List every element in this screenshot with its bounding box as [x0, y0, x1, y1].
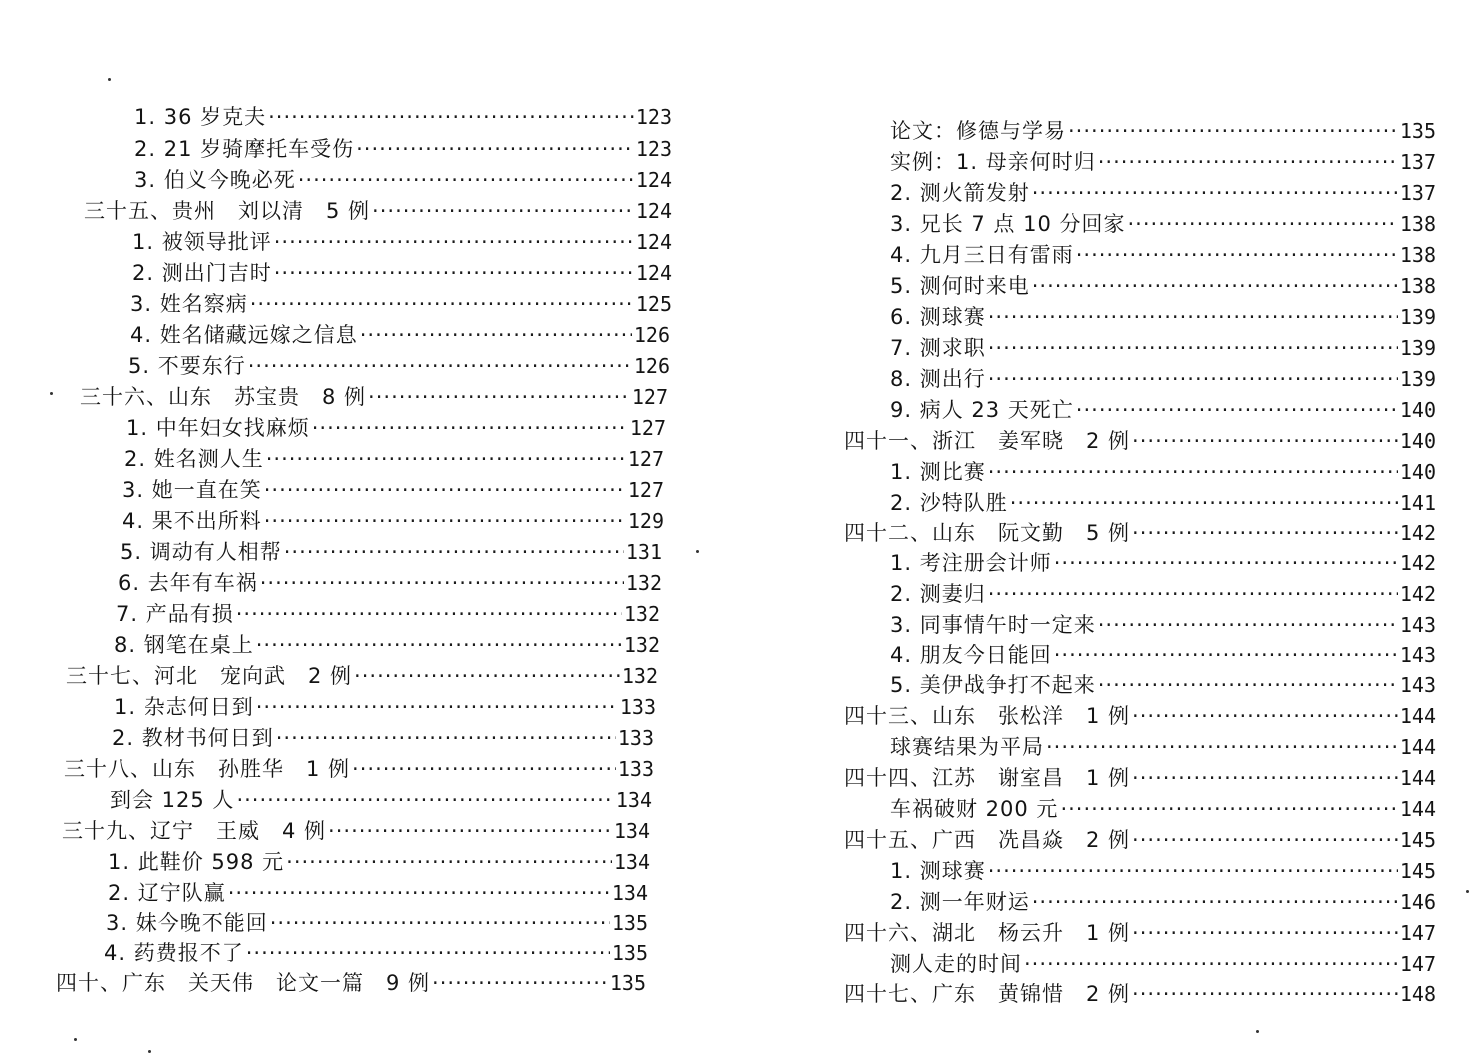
dot-leader: [1046, 732, 1398, 762]
dot-leader: [246, 938, 610, 968]
entry-title: 5. 美伊战争打不起来: [890, 673, 1096, 697]
entry-title: 1. 测球赛: [890, 859, 986, 883]
dot-leader: [328, 816, 612, 846]
entry-title: 四十七、广东 黄锦惜 2 例: [844, 982, 1131, 1006]
scan-speck: [696, 550, 699, 553]
toc-entry: [844, 918, 1436, 948]
dot-leader: [1128, 209, 1398, 239]
entry-title: 三十六、山东 苏宝贵 8 例: [80, 385, 367, 409]
dot-leader: [236, 599, 622, 629]
toc-entry: [890, 579, 1436, 609]
page-number: 133: [617, 726, 654, 750]
entry-title: 四十二、山东 阮文勤 5 例: [844, 521, 1131, 545]
entry-title: 1. 被领导批评: [132, 230, 272, 254]
dot-leader: [1060, 794, 1397, 824]
toc-entry: [844, 426, 1436, 456]
toc-entry: [122, 506, 664, 536]
toc-entry: [890, 333, 1436, 363]
page-number: 140: [1399, 429, 1436, 453]
dot-leader: [1098, 147, 1398, 177]
entry-title: 三十五、贵州 刘以清 5 例: [84, 199, 371, 223]
toc-entry: [114, 692, 656, 722]
toc-entry: [104, 938, 648, 968]
page-number: 123: [635, 137, 672, 161]
scan-speck: [74, 1038, 77, 1041]
dot-leader: [1032, 887, 1398, 917]
page-number: 144: [1399, 704, 1436, 728]
page-number: 147: [1399, 921, 1436, 945]
scan-speck: [1256, 1030, 1259, 1033]
toc-entry: [890, 640, 1436, 670]
dot-leader: [988, 457, 1398, 487]
entry-title: 4. 九月三日有雷雨: [890, 243, 1074, 267]
page-number: 127: [629, 416, 666, 440]
dot-leader: [360, 320, 632, 350]
toc-entry: [890, 457, 1436, 487]
entry-title: 四十六、湖北 杨云升 1 例: [844, 921, 1131, 945]
dot-leader: [256, 692, 618, 722]
toc-entry: [890, 856, 1436, 886]
toc-entry: [890, 887, 1436, 917]
page-number: 138: [1399, 274, 1436, 298]
entry-title: 球赛结果为平局: [890, 735, 1044, 759]
page-number: 144: [1399, 797, 1436, 821]
toc-entry: [106, 908, 648, 938]
scan-speck: [50, 392, 53, 395]
toc-entry: [118, 568, 662, 598]
toc-entry: [130, 320, 670, 350]
dot-leader: [236, 785, 613, 815]
page-number: 142: [1399, 551, 1436, 575]
dot-leader: [1132, 426, 1398, 456]
page-number: 142: [1399, 582, 1436, 606]
toc-entry: [890, 488, 1436, 518]
toc-entry: [890, 548, 1436, 578]
toc-entry: [134, 102, 672, 132]
entry-title: 四十、广东 关天伟 论文一篇 9 例: [56, 971, 431, 995]
page-number: 129: [627, 509, 664, 533]
page-number: 137: [1399, 150, 1436, 174]
page-number: 143: [1399, 613, 1436, 637]
entry-title: 6. 去年有车祸: [118, 571, 258, 595]
dot-leader: [1032, 178, 1398, 208]
toc-entry: [844, 701, 1436, 731]
toc-entry: [844, 763, 1436, 793]
toc-entry: [56, 968, 646, 998]
dot-leader: [256, 630, 622, 660]
toc-entry: [890, 147, 1436, 177]
page-number: 139: [1399, 336, 1436, 360]
page-number: 138: [1399, 212, 1436, 236]
toc-entry: [890, 395, 1436, 425]
dot-leader: [1054, 548, 1398, 578]
dot-leader: [228, 878, 610, 908]
page-number: 127: [627, 478, 664, 502]
entry-title: 2. 测出门吉时: [132, 261, 272, 285]
toc-entry: [134, 165, 672, 195]
page-number: 135: [609, 971, 646, 995]
dot-leader: [270, 908, 610, 938]
entry-title: 四十四、江苏 谢室昌 1 例: [844, 766, 1131, 790]
entry-title: 5. 测何时来电: [890, 274, 1030, 298]
toc-entry: [890, 302, 1436, 332]
toc-entry: [890, 271, 1436, 301]
page-number: 134: [611, 881, 648, 905]
toc-entry: [80, 382, 668, 412]
toc-entry: [114, 630, 660, 660]
entry-title: 实例：1. 母亲何时归: [890, 150, 1096, 174]
dot-leader: [988, 856, 1398, 886]
entry-title: 1. 杂志何日到: [114, 695, 254, 719]
entry-title: 车祸破财 200 元: [890, 797, 1059, 821]
entry-title: 7. 测求职: [890, 336, 986, 360]
dot-leader: [1076, 395, 1398, 425]
entry-title: 3. 姓名察病: [130, 292, 248, 316]
toc-entry: [116, 599, 660, 629]
entry-title: 三十九、辽宁 王威 4 例: [62, 819, 327, 843]
page-number: 124: [635, 199, 672, 223]
dot-leader: [268, 102, 634, 132]
dot-leader: [1098, 610, 1398, 640]
dot-leader: [260, 568, 624, 598]
toc-entry: [844, 825, 1436, 855]
entry-title: 三十七、河北 宠向武 2 例: [66, 664, 353, 688]
entry-title: 2. 沙特队胜: [890, 491, 1008, 515]
entry-title: 7. 产品有损: [116, 602, 234, 626]
dot-leader: [1132, 763, 1398, 793]
toc-entry: [890, 116, 1436, 146]
dot-leader: [264, 475, 626, 505]
toc-entry: [108, 878, 648, 908]
entry-title: 1. 测比赛: [890, 460, 986, 484]
page-number: 138: [1399, 243, 1436, 267]
toc-entry: [62, 816, 650, 846]
page-number: 140: [1399, 398, 1436, 422]
toc-entry: [126, 413, 666, 443]
dot-leader: [264, 506, 626, 536]
entry-title: 3. 她一直在笑: [122, 478, 262, 502]
page-number: 147: [1399, 952, 1436, 976]
toc-entry: [84, 196, 672, 226]
page-number: 146: [1399, 890, 1436, 914]
page-number: 132: [621, 664, 658, 688]
entry-title: 9. 病人 23 天死亡: [890, 398, 1074, 422]
scan-speck: [1466, 890, 1469, 893]
toc-entry: [120, 537, 662, 567]
entry-title: 4. 药费报不了: [104, 941, 244, 965]
dot-leader: [284, 537, 624, 567]
dot-leader: [1068, 116, 1398, 146]
toc-entry: [112, 723, 654, 753]
page-number: 135: [1399, 119, 1436, 143]
dot-leader: [298, 165, 634, 195]
dot-leader: [274, 258, 634, 288]
dot-leader: [1132, 918, 1398, 948]
page-number: 142: [1399, 521, 1436, 545]
entry-title: 论文：修德与学易: [890, 119, 1066, 143]
toc-entry: [134, 134, 672, 164]
page-number: 126: [633, 354, 670, 378]
dot-leader: [276, 723, 616, 753]
entry-title: 3. 伯义今晚必死: [134, 168, 296, 192]
dot-leader: [372, 196, 634, 226]
toc-entry: [844, 518, 1436, 548]
page-number: 143: [1399, 643, 1436, 667]
entry-title: 2. 姓名测人生: [124, 447, 264, 471]
page-number: 141: [1399, 491, 1436, 515]
entry-title: 1. 此鞋价 598 元: [108, 850, 285, 874]
page-number: 127: [631, 385, 668, 409]
toc-entry: [132, 258, 672, 288]
dot-leader: [988, 302, 1398, 332]
dot-leader: [1024, 949, 1398, 979]
entry-title: 5. 调动有人相帮: [120, 540, 282, 564]
toc-entry: [890, 178, 1436, 208]
page-number: 132: [625, 571, 662, 595]
dot-leader: [432, 968, 608, 998]
entry-title: 3. 同事情午时一定来: [890, 613, 1096, 637]
entry-title: 2. 辽宁队赢: [108, 881, 226, 905]
page-number: 145: [1399, 828, 1436, 852]
page-number: 124: [635, 261, 672, 285]
entry-title: 8. 测出行: [890, 367, 986, 391]
page-number: 135: [611, 941, 648, 965]
dot-leader: [988, 579, 1398, 609]
entry-title: 测人走的时间: [890, 952, 1022, 976]
toc-entry: [124, 444, 664, 474]
entry-title: 2. 21 岁骑摩托车受伤: [134, 137, 355, 161]
toc-entry: [890, 209, 1436, 239]
entry-title: 4. 果不出所料: [122, 509, 262, 533]
page-number: 125: [635, 292, 672, 316]
page-number: 144: [1399, 766, 1436, 790]
toc-entry: [844, 979, 1436, 1009]
toc-entry: [130, 289, 672, 319]
toc-entry: [66, 661, 658, 691]
page-number: 139: [1399, 367, 1436, 391]
dot-leader: [274, 227, 634, 257]
entry-title: 1. 中年妇女找麻烦: [126, 416, 310, 440]
entry-title: 3. 妹今晚不能回: [106, 911, 268, 935]
page-number: 127: [627, 447, 664, 471]
toc-entry: [128, 351, 670, 381]
dot-leader: [1132, 979, 1398, 1009]
dot-leader: [368, 382, 630, 412]
page-number: 123: [635, 105, 672, 129]
dot-leader: [988, 364, 1398, 394]
page-number: 133: [617, 757, 654, 781]
toc-entry: [890, 794, 1436, 824]
entry-title: 1. 考注册会计师: [890, 551, 1052, 575]
page-number: 137: [1399, 181, 1436, 205]
dot-leader: [250, 289, 634, 319]
page-number: 131: [625, 540, 662, 564]
entry-title: 4. 姓名储藏远嫁之信息: [130, 323, 358, 347]
entry-title: 6. 测球赛: [890, 305, 986, 329]
page-number: 145: [1399, 859, 1436, 883]
page-number: 134: [613, 819, 650, 843]
toc-entry: [890, 670, 1436, 700]
entry-title: 2. 教材书何日到: [112, 726, 274, 750]
toc-entry: [890, 949, 1436, 979]
dot-leader: [248, 351, 632, 381]
dot-leader: [988, 333, 1398, 363]
page-number: 132: [623, 633, 660, 657]
toc-entry: [890, 610, 1436, 640]
toc-entry: [132, 227, 672, 257]
page-number: 124: [635, 168, 672, 192]
dot-leader: [1132, 825, 1398, 855]
entry-title: 5. 不要东行: [128, 354, 246, 378]
entry-title: 四十三、山东 张松洋 1 例: [844, 704, 1131, 728]
page-number: 134: [615, 788, 652, 812]
toc-entry: [110, 785, 652, 815]
dot-leader: [266, 444, 626, 474]
entry-title: 2. 测火箭发射: [890, 181, 1030, 205]
page-number: 124: [635, 230, 672, 254]
page-number: 126: [633, 323, 670, 347]
entry-title: 2. 测妻归: [890, 582, 986, 606]
scan-speck: [148, 1050, 151, 1053]
page-number: 132: [623, 602, 660, 626]
toc-entry: [890, 240, 1436, 270]
dot-leader: [1010, 488, 1398, 518]
toc-entry: [890, 732, 1436, 762]
toc-entry: [122, 475, 664, 505]
entry-title: 3. 兄长 7 点 10 分回家: [890, 212, 1126, 236]
dot-leader: [312, 413, 628, 443]
entry-title: 8. 钢笔在桌上: [114, 633, 254, 657]
entry-title: 4. 朋友今日能回: [890, 643, 1052, 667]
dot-leader: [1132, 518, 1398, 548]
entry-title: 到会 125 人: [110, 788, 235, 812]
dot-leader: [1098, 670, 1398, 700]
page-number: 144: [1399, 735, 1436, 759]
dot-leader: [354, 661, 620, 691]
dot-leader: [1132, 701, 1398, 731]
page-number: 135: [611, 911, 648, 935]
page-number: 133: [619, 695, 656, 719]
dot-leader: [1032, 271, 1398, 301]
dot-leader: [352, 754, 616, 784]
entry-title: 2. 测一年财运: [890, 890, 1030, 914]
toc-entry: [108, 847, 650, 877]
dot-leader: [356, 134, 634, 164]
entry-title: 四十一、浙江 姜军晓 2 例: [844, 429, 1131, 453]
page-number: 139: [1399, 305, 1436, 329]
page-number: 143: [1399, 673, 1436, 697]
right-page: [736, 0, 1472, 1060]
toc-entry: [890, 364, 1436, 394]
toc-entry: [64, 754, 654, 784]
page-number: 134: [613, 850, 650, 874]
scan-speck: [108, 78, 111, 81]
page-number: 140: [1399, 460, 1436, 484]
page-number: 148: [1399, 982, 1436, 1006]
dot-leader: [1076, 240, 1398, 270]
dot-leader: [1054, 640, 1398, 670]
dot-leader: [286, 847, 612, 877]
entry-title: 1. 36 岁克夫: [134, 105, 267, 129]
entry-title: 四十五、广西 冼昌焱 2 例: [844, 828, 1131, 852]
entry-title: 三十八、山东 孙胜华 1 例: [64, 757, 351, 781]
